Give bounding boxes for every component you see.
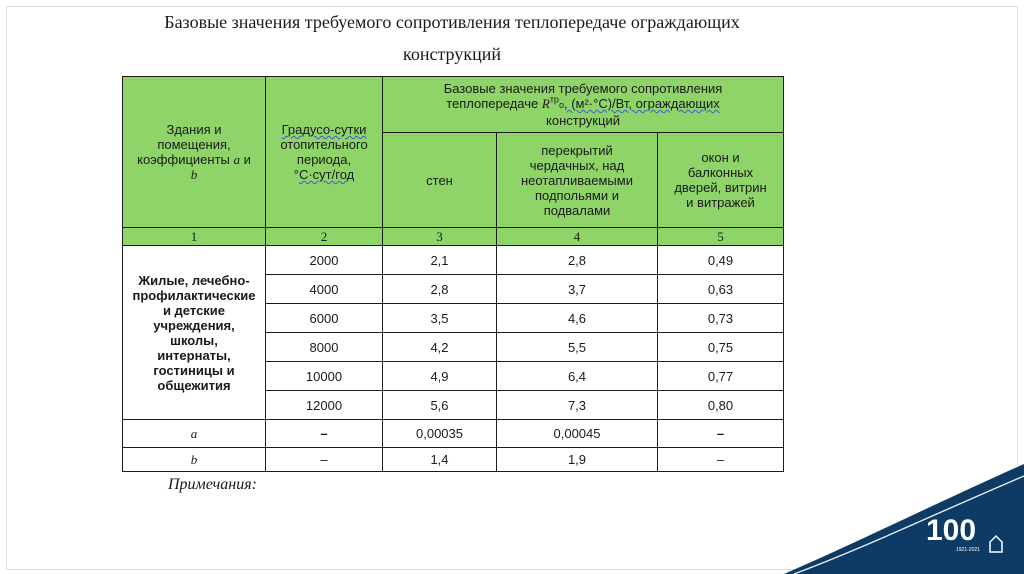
logo-years: 1921-2021 — [956, 547, 980, 553]
header-degree-days-line-3: периода, — [296, 152, 352, 167]
header-ceilings-line-4: подпольями и — [534, 187, 620, 203]
coefficient-a-symbol: a — [233, 152, 240, 167]
notes-heading: Примечания: — [168, 476, 257, 493]
coefficient-b-symbol: b — [190, 167, 198, 182]
header-ceilings — [497, 133, 658, 228]
building-group-line-2: профилактические — [132, 287, 256, 303]
building-group-label — [123, 246, 266, 420]
coefficient-b-walls: 1,4 — [383, 448, 497, 472]
header-buildings-line-3 — [126, 152, 262, 167]
coefficient-b-ceilings: 1,9 — [497, 448, 658, 472]
header-ceilings-line-3: неотапливаемыми — [521, 172, 633, 188]
cell-degree-days: 6000 — [266, 304, 383, 333]
cell-ceilings: 7,3 — [497, 391, 658, 420]
coefficient-a-walls: 0,00035 — [383, 420, 497, 448]
header-resistance-group — [383, 77, 784, 133]
header-windows-line-4: и витражей — [686, 195, 755, 210]
logo-number: 100 — [926, 514, 977, 547]
header-degree-days — [266, 77, 383, 228]
resistance-symbol: R — [541, 96, 550, 111]
degree-sign: ° — [293, 167, 299, 182]
header-ceilings-line-1: перекрытий — [541, 142, 613, 158]
column-number-2: 2 — [266, 228, 383, 246]
column-number-5: 5 — [658, 228, 784, 246]
cell-windows: 0,75 — [658, 333, 784, 362]
coefficient-b-windows: – — [658, 448, 784, 472]
cell-ceilings: 6,4 — [497, 362, 658, 391]
cell-degree-days: 10000 — [266, 362, 383, 391]
header-group-line-1: Базовые значения требуемого сопротивления — [443, 81, 723, 96]
cell-walls: 3,5 — [383, 304, 497, 333]
degree-days-unit-text: С·сут/год — [298, 167, 355, 182]
header-group-line-2 — [386, 96, 780, 113]
cell-walls: 4,9 — [383, 362, 497, 391]
cell-ceilings: 3,7 — [497, 275, 658, 304]
header-walls: стен — [383, 133, 497, 228]
building-group-line-8: общежития — [157, 377, 231, 393]
header-windows-line-1: окон и — [701, 150, 740, 165]
header-windows-line-3: дверей, витрин — [674, 180, 767, 195]
header-buildings-line-2: помещения, — [157, 137, 231, 152]
building-group-line-7: гостиницы и — [153, 362, 235, 378]
header-group-line-3: конструкций — [546, 113, 620, 128]
column-number-1: 1 — [123, 228, 266, 246]
header-buildings-line-1: Здания и — [166, 122, 222, 137]
coefficient-b-degree-days: – — [266, 448, 383, 472]
resistance-superscript: тр — [549, 94, 559, 105]
header-buildings-line-3-text: коэффициенты — [137, 152, 234, 167]
cell-ceilings: 5,5 — [497, 333, 658, 362]
cell-windows: 0,80 — [658, 391, 784, 420]
cell-degree-days: 12000 — [266, 391, 383, 420]
header-ceilings-line-5: подвалами — [543, 202, 611, 218]
cell-walls: 2,1 — [383, 246, 497, 275]
document-title-line-2: конструкций — [403, 44, 501, 64]
coefficient-a-label: a — [123, 420, 266, 448]
cell-degree-days: 8000 — [266, 333, 383, 362]
resistance-table — [122, 76, 784, 472]
cell-walls: 4,2 — [383, 333, 497, 362]
header-buildings — [123, 77, 266, 228]
building-group-line-5: школы, — [170, 332, 218, 348]
header-windows — [658, 133, 784, 228]
cell-walls: 2,8 — [383, 275, 497, 304]
header-degree-days-unit — [269, 167, 379, 182]
building-group-line-6: интернаты, — [157, 347, 231, 363]
cell-windows: 0,63 — [658, 275, 784, 304]
building-group-line-3: и детские — [162, 302, 226, 318]
cell-ceilings: 4,6 — [497, 304, 658, 333]
document-title-line-1: Базовые значения требуемого сопротивления теплопередаче ограждающих — [164, 12, 740, 32]
resistance-subscript: о — [558, 100, 564, 110]
header-group-prefix: теплопередаче — [446, 96, 542, 111]
header-buildings-and: и — [240, 152, 251, 167]
cell-walls: 5,6 — [383, 391, 497, 420]
coefficient-b-label: b — [123, 448, 266, 472]
cell-windows: 0,49 — [658, 246, 784, 275]
column-number-4: 4 — [497, 228, 658, 246]
building-group-line-1: Жилые, лечебно- — [138, 272, 250, 288]
cell-degree-days: 4000 — [266, 275, 383, 304]
header-degree-days-line-1: Градусо-сутки — [281, 122, 367, 137]
coefficient-a-windows: – — [658, 420, 784, 448]
anniversary-logo — [924, 508, 1010, 554]
building-icon — [990, 536, 1002, 552]
header-ceilings-line-2: чердачных, над — [529, 157, 625, 173]
header-windows-line-2: балконных — [687, 165, 754, 180]
header-degree-days-line-2: отопительного — [280, 137, 368, 152]
coefficient-a-degree-days: – — [266, 420, 383, 448]
cell-ceilings: 2,8 — [497, 246, 658, 275]
coefficient-a-ceilings: 0,00045 — [497, 420, 658, 448]
building-group-line-4: учреждения, — [153, 317, 235, 333]
cell-windows: 0,77 — [658, 362, 784, 391]
header-group-unit: , (м²·°С)/Вт, ограждающих — [563, 96, 720, 111]
cell-windows: 0,73 — [658, 304, 784, 333]
column-number-3: 3 — [383, 228, 497, 246]
cell-degree-days: 2000 — [266, 246, 383, 275]
